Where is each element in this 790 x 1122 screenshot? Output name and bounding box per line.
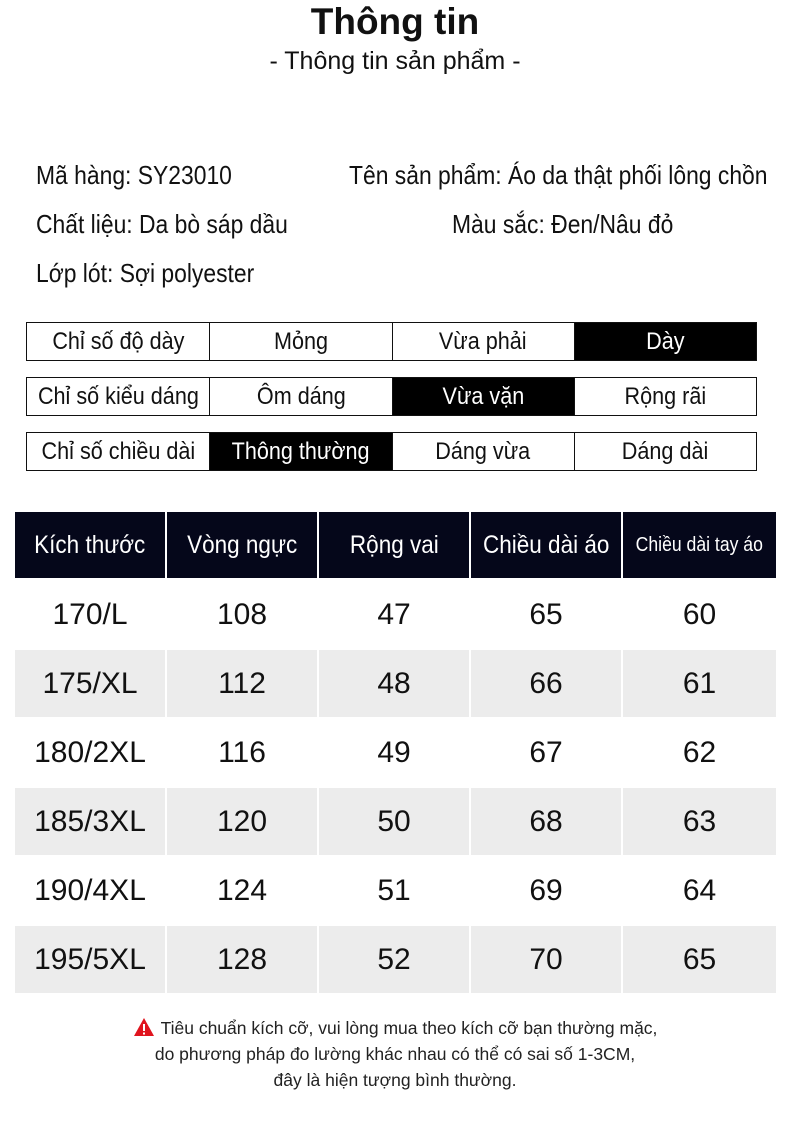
cell-chest: 116	[167, 719, 317, 786]
cell-size: 190/4XL	[15, 857, 165, 924]
cell-size: 170/L	[15, 581, 165, 648]
length-index	[26, 432, 757, 471]
note-line: Tiêu chuẩn kích cỡ, vui lòng mua theo kích cỡ bạn thường mặc,	[0, 1015, 790, 1041]
cell-chest: 112	[167, 650, 317, 717]
cell-chest: 108	[167, 581, 317, 648]
header-sleeve: Chiều dài tay áo	[623, 512, 776, 578]
cell-length: 66	[471, 650, 621, 717]
cell-shoulder: 48	[319, 650, 469, 717]
header-length: Chiều dài áo	[471, 512, 621, 578]
info-color: Màu sắc: Đen/Nâu đỏ	[452, 209, 674, 239]
length-option-medium: Dáng vừa	[392, 433, 574, 470]
cell-sleeve: 62	[623, 719, 776, 786]
length-option-normal: Thông thường	[209, 433, 391, 470]
fit-option-slim: Ôm dáng	[209, 378, 391, 415]
header-size: Kích thước	[15, 512, 165, 578]
cell-shoulder: 49	[319, 719, 469, 786]
cell-chest: 124	[167, 857, 317, 924]
info-product-name: Tên sản phẩm: Áo da thật phối lông chồn	[349, 160, 768, 190]
cell-shoulder: 52	[319, 926, 469, 993]
page-title: Thông tin	[310, 1, 480, 42]
thickness-option-thin: Mỏng	[209, 323, 391, 360]
cell-length: 65	[471, 581, 621, 648]
table-row	[15, 719, 776, 786]
fit-option-loose: Rộng rãi	[574, 378, 756, 415]
fit-index-label: Chỉ số kiểu dáng	[37, 382, 199, 410]
cell-shoulder: 50	[319, 788, 469, 855]
cell-sleeve: 60	[623, 581, 776, 648]
cell-sleeve: 64	[623, 857, 776, 924]
cell-sleeve: 63	[623, 788, 776, 855]
table-row	[15, 926, 776, 993]
cell-length: 69	[471, 857, 621, 924]
cell-sleeve: 61	[623, 650, 776, 717]
cell-length: 70	[471, 926, 621, 993]
size-table-header	[15, 512, 776, 578]
note-line: đây là hiện tượng bình thường.	[273, 1070, 517, 1090]
length-index-label: Chỉ số chiều dài	[41, 437, 195, 465]
cell-length: 67	[471, 719, 621, 786]
cell-size: 175/XL	[15, 650, 165, 717]
fit-option-regular: Vừa vặn	[392, 378, 574, 415]
table-row	[15, 788, 776, 855]
size-table	[15, 512, 776, 995]
info-lining: Lớp lót: Sợi polyester	[36, 258, 255, 288]
cell-shoulder: 47	[319, 581, 469, 648]
cell-length: 68	[471, 788, 621, 855]
cell-chest: 120	[167, 788, 317, 855]
cell-size: 185/3XL	[15, 788, 165, 855]
thickness-option-medium: Vừa phải	[392, 323, 574, 360]
cell-shoulder: 51	[319, 857, 469, 924]
thickness-index-label: Chỉ số độ dày	[52, 327, 185, 355]
table-row	[15, 650, 776, 717]
cell-sleeve: 65	[623, 926, 776, 993]
table-row	[15, 581, 776, 648]
header-chest: Vòng ngực	[167, 512, 317, 578]
cell-size: 195/5XL	[15, 926, 165, 993]
page-subtitle: - Thông tin sản phẩm -	[269, 47, 521, 75]
fit-index	[26, 377, 757, 416]
size-note	[0, 1015, 790, 1093]
cell-size: 180/2XL	[15, 719, 165, 786]
thickness-index	[26, 322, 757, 361]
thickness-option-thick: Dày	[574, 323, 756, 360]
length-option-long: Dáng dài	[574, 433, 756, 470]
warning-icon	[133, 1017, 155, 1037]
info-material: Chất liệu: Da bò sáp dầu	[36, 209, 288, 239]
note-line: do phương pháp đo lường khác nhau có thể có sai số 1-3CM,	[154, 1044, 636, 1064]
table-row	[15, 857, 776, 924]
header-shoulder: Rộng vai	[319, 512, 469, 578]
cell-chest: 128	[167, 926, 317, 993]
info-sku: Mã hàng: SY23010	[36, 160, 232, 190]
